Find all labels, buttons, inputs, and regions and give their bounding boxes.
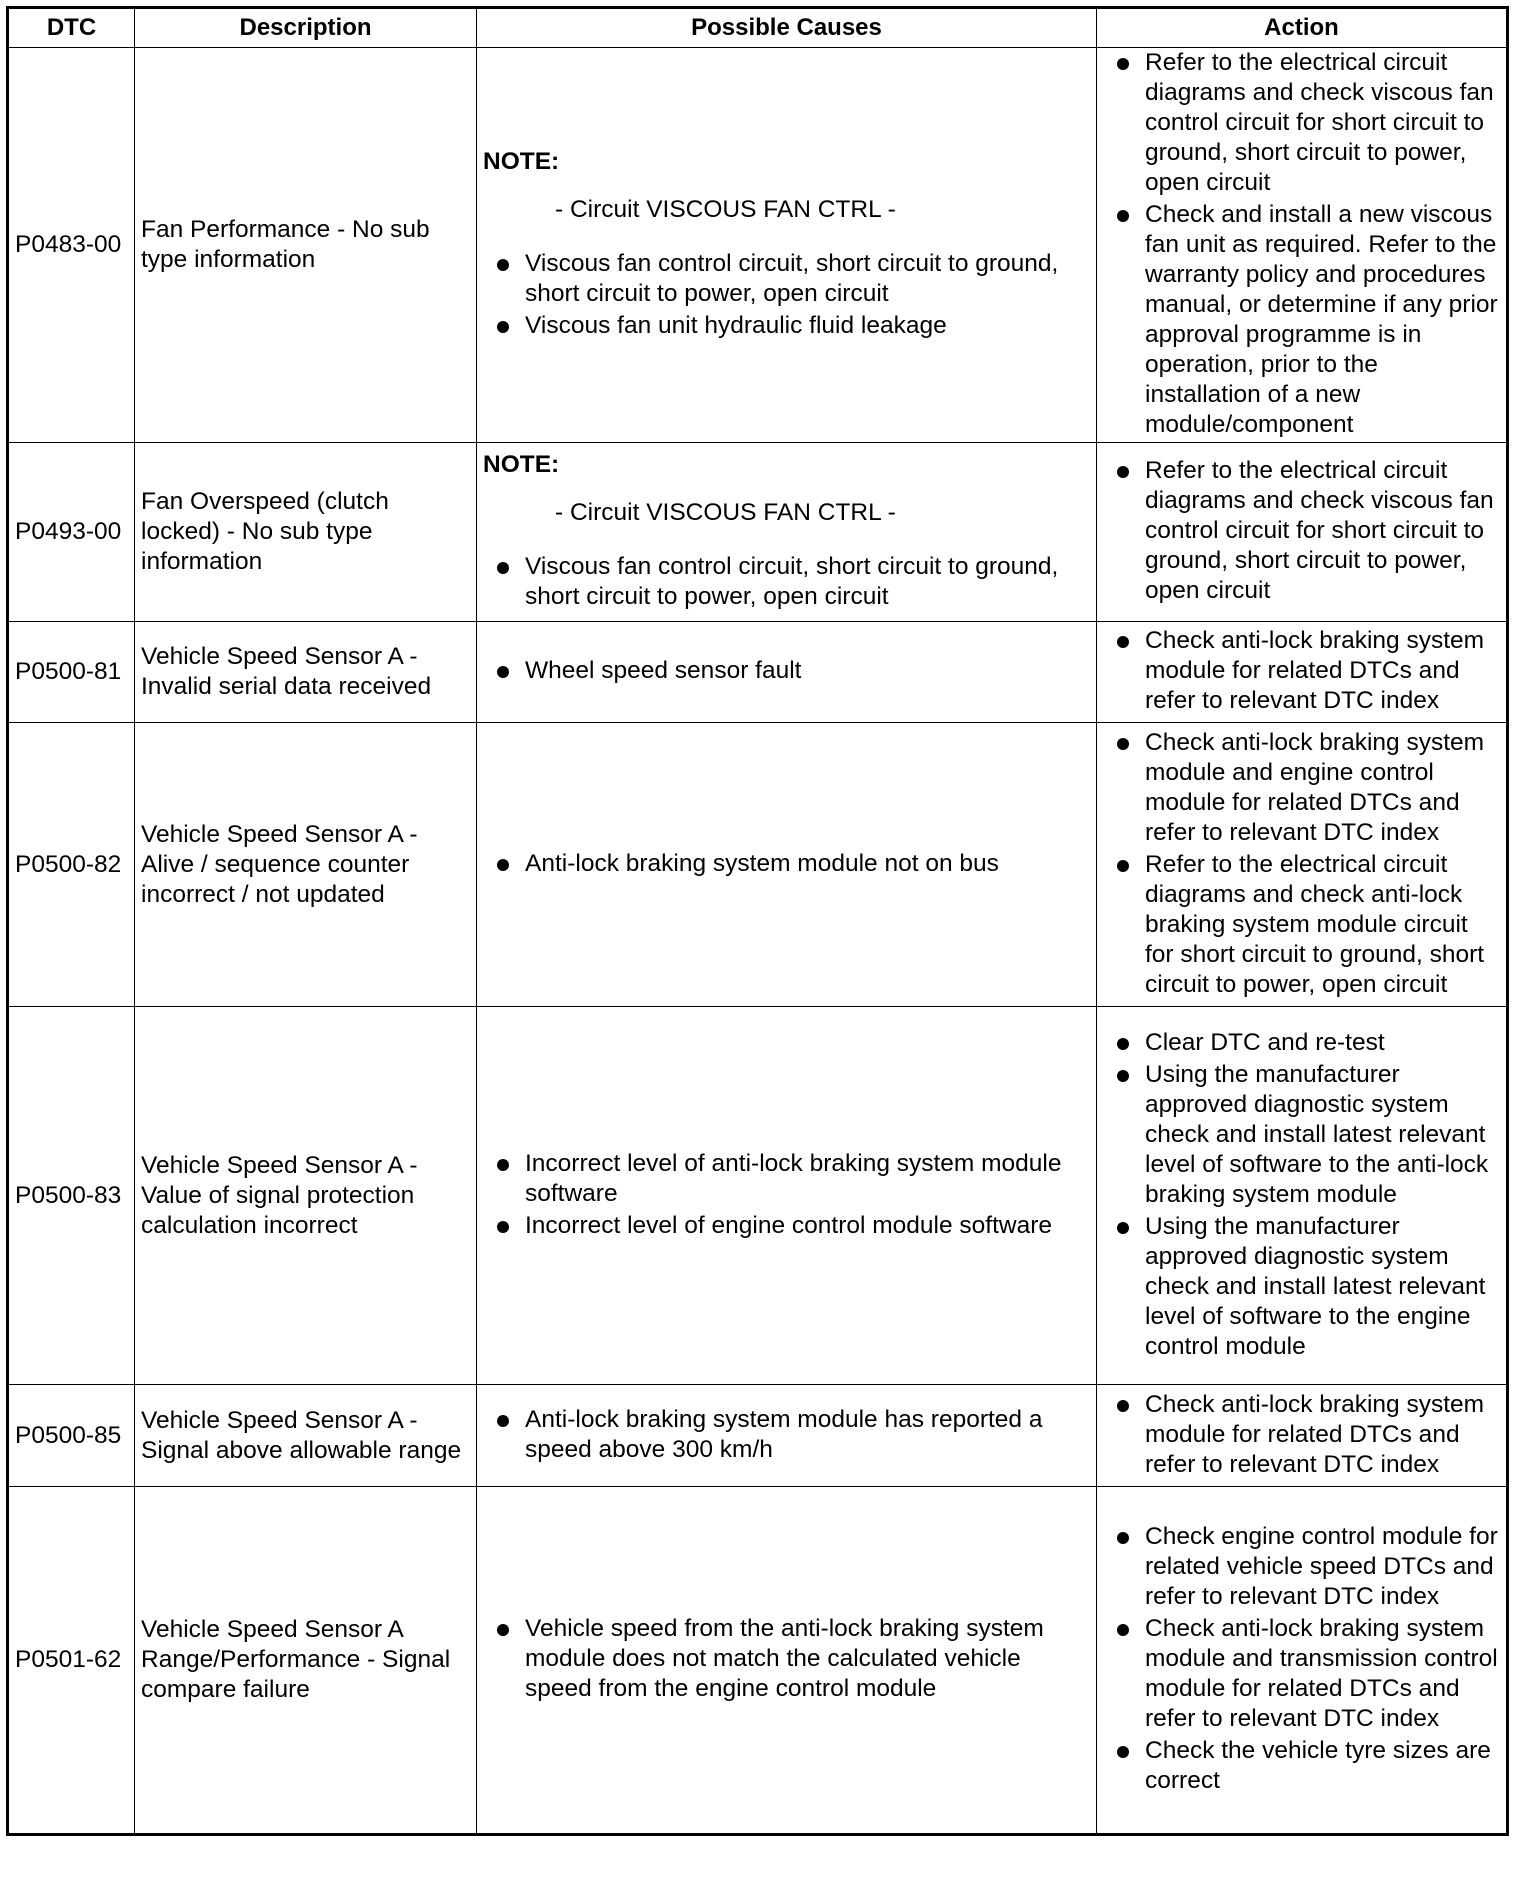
dtc-code: P0500-83 xyxy=(8,1007,135,1385)
list-item: Check anti-lock braking system module for related DTCs and refer to relevant DTC index xyxy=(1103,1390,1500,1480)
action-cell xyxy=(1097,443,1508,622)
actions-list xyxy=(1103,456,1500,606)
list-item: Refer to the electrical circuit diagrams and check anti-lock braking system module circuit for short circuit to ground, short circuit to power, open circuit xyxy=(1103,850,1500,1000)
header-description: Description xyxy=(135,8,477,48)
list-item: Clear DTC and re-test xyxy=(1103,1028,1500,1058)
note-circuit: - Circuit VISCOUS FAN CTRL - xyxy=(555,196,896,223)
possible-causes-cell xyxy=(477,723,1097,1007)
list-item: Check anti-lock braking system module and transmission control module for related DTCs and refer to relevant DTC index xyxy=(1103,1614,1500,1734)
action-cell xyxy=(1097,1487,1508,1835)
header-action: Action xyxy=(1097,8,1508,48)
header-dtc: DTC xyxy=(8,8,135,48)
dtc-description: Vehicle Speed Sensor A - Alive / sequence counter incorrect / not updated xyxy=(135,723,477,1007)
causes-list xyxy=(483,849,1090,879)
list-item: Refer to the electrical circuit diagrams and check viscous fan control circuit for short circuit to ground, short circuit to power, open circuit xyxy=(1103,456,1500,606)
dtc-description: Fan Performance - No sub type information xyxy=(135,48,477,443)
action-cell xyxy=(1097,48,1508,443)
header-possible-causes: Possible Causes xyxy=(477,8,1097,48)
table-row xyxy=(8,443,1508,622)
dtc-table xyxy=(6,6,1509,1836)
list-item: Refer to the electrical circuit diagrams and check viscous fan control circuit for short circuit to ground, short circuit to power, open circuit xyxy=(1103,48,1500,198)
possible-causes-cell xyxy=(477,1487,1097,1835)
table-row xyxy=(8,1007,1508,1385)
list-item: Vehicle speed from the anti-lock braking system module does not match the calculated vehicle speed from the engine control module xyxy=(483,1614,1090,1704)
dtc-code: P0493-00 xyxy=(8,443,135,622)
list-item: Viscous fan control circuit, short circuit to ground, short circuit to power, open circuit xyxy=(483,249,1090,309)
dtc-code: P0500-81 xyxy=(8,622,135,723)
dtc-code: P0500-85 xyxy=(8,1385,135,1487)
actions-list xyxy=(1103,626,1500,716)
list-item: Using the manufacturer approved diagnostic system check and install latest relevant level of software to the engine control module xyxy=(1103,1212,1500,1362)
list-item: Viscous fan unit hydraulic fluid leakage xyxy=(483,311,1090,341)
dtc-description: Fan Overspeed (clutch locked) - No sub type information xyxy=(135,443,477,622)
list-item: Check and install a new viscous fan unit as required. Refer to the warranty policy and procedures manual, or determine if any prior approval programme is in operation, prior to the installation of a new module/component xyxy=(1103,200,1500,440)
causes-list xyxy=(483,552,1090,612)
table-row xyxy=(8,1487,1508,1835)
causes-list xyxy=(483,249,1090,341)
possible-causes-cell xyxy=(477,1007,1097,1385)
list-item: Check anti-lock braking system module for related DTCs and refer to relevant DTC index xyxy=(1103,626,1500,716)
actions-list xyxy=(1103,1522,1500,1796)
list-item: Check anti-lock braking system module and engine control module for related DTCs and refer to relevant DTC index xyxy=(1103,728,1500,848)
actions-list xyxy=(1103,1028,1500,1362)
causes-list xyxy=(483,656,1090,686)
actions-list xyxy=(1103,1390,1500,1480)
table-row xyxy=(8,1385,1508,1487)
header-row xyxy=(8,8,1508,48)
dtc-code: P0501-62 xyxy=(8,1487,135,1835)
action-cell xyxy=(1097,622,1508,723)
action-cell xyxy=(1097,723,1508,1007)
list-item: Incorrect level of anti-lock braking system module software xyxy=(483,1149,1090,1209)
action-cell xyxy=(1097,1385,1508,1487)
list-item: Using the manufacturer approved diagnostic system check and install latest relevant level of software to the anti-lock braking system module xyxy=(1103,1060,1500,1210)
causes-list xyxy=(483,1405,1090,1465)
note-circuit: - Circuit VISCOUS FAN CTRL - xyxy=(555,499,896,526)
note-label: NOTE: xyxy=(483,451,560,478)
dtc-code: P0500-82 xyxy=(8,723,135,1007)
possible-causes-cell xyxy=(477,1385,1097,1487)
dtc-code: P0483-00 xyxy=(8,48,135,443)
list-item: Anti-lock braking system module not on bus xyxy=(483,849,1090,879)
list-item: Viscous fan control circuit, short circuit to ground, short circuit to power, open circuit xyxy=(483,552,1090,612)
dtc-description: Vehicle Speed Sensor A - Invalid serial data received xyxy=(135,622,477,723)
list-item: Wheel speed sensor fault xyxy=(483,656,1090,686)
list-item: Anti-lock braking system module has reported a speed above 300 km/h xyxy=(483,1405,1090,1465)
note-label: NOTE: xyxy=(483,148,560,175)
action-cell xyxy=(1097,1007,1508,1385)
dtc-description: Vehicle Speed Sensor A - Value of signal protection calculation incorrect xyxy=(135,1007,477,1385)
table-row xyxy=(8,723,1508,1007)
dtc-description: Vehicle Speed Sensor A - Signal above allowable range xyxy=(135,1385,477,1487)
possible-causes-cell xyxy=(477,443,1097,622)
list-item: Check engine control module for related vehicle speed DTCs and refer to relevant DTC index xyxy=(1103,1522,1500,1612)
table-row xyxy=(8,48,1508,443)
dtc-description: Vehicle Speed Sensor A Range/Performance - Signal compare failure xyxy=(135,1487,477,1835)
actions-list xyxy=(1103,48,1500,440)
actions-list xyxy=(1103,728,1500,1000)
table-row xyxy=(8,622,1508,723)
causes-list xyxy=(483,1149,1090,1241)
possible-causes-cell xyxy=(477,622,1097,723)
possible-causes-cell xyxy=(477,48,1097,443)
list-item: Incorrect level of engine control module software xyxy=(483,1211,1090,1241)
causes-list xyxy=(483,1614,1090,1704)
list-item: Check the vehicle tyre sizes are correct xyxy=(1103,1736,1500,1796)
